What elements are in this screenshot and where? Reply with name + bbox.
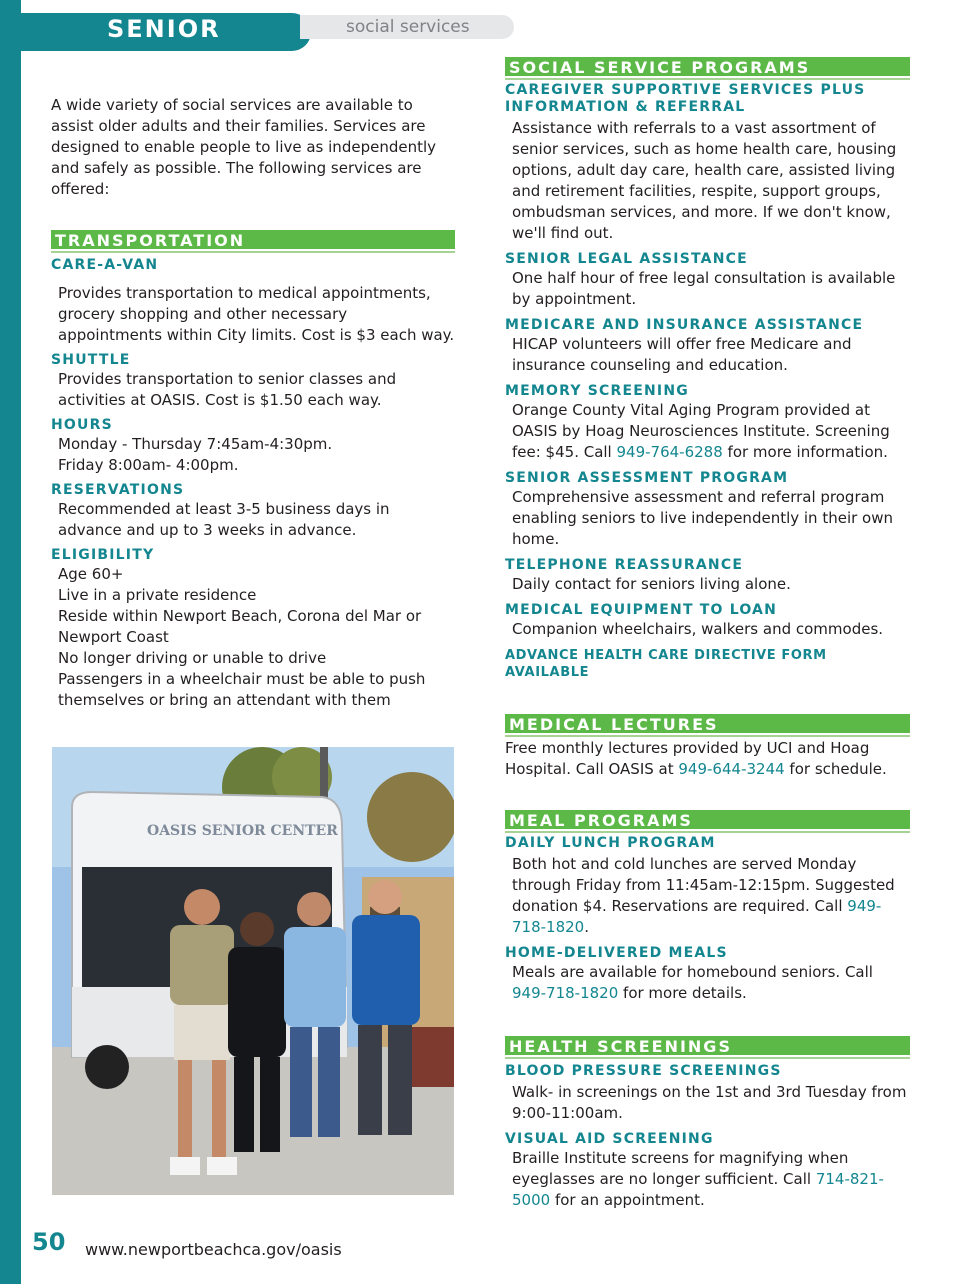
left-accent-bar — [0, 0, 21, 1284]
hours-line-1: Monday - Thursday 7:45am-4:30pm. — [58, 435, 333, 453]
memory-phone-link[interactable]: 949-764-6288 — [616, 443, 723, 461]
daily-lunch-body: Both hot and cold lunches are served Monday through Friday from 11:45am-12:15pm. Suggested donation $4. Reservations are required. Call — [512, 855, 895, 915]
subsection-title: social services — [346, 17, 470, 37]
telephone-text: Daily contact for seniors living alone. — [512, 575, 791, 593]
eligibility-item: No longer driving or unable to drive — [58, 649, 327, 667]
assessment-text: Comprehensive assessment and referral program enabling seniors to live independently in their own home. — [512, 488, 894, 548]
hours-line-2: Friday 8:00am- 4:00pm. — [58, 456, 239, 474]
medical-lectures-text — [505, 738, 910, 780]
blood-pressure-heading: BLOOD PRESSURE SCREENINGS — [505, 1063, 782, 1079]
shuttle-text: Provides transportation to senior classes and activities at OASIS. Cost is $1.50 each way. — [58, 370, 397, 409]
right-column — [505, 57, 910, 1211]
meal-programs-heading: MEAL PROGRAMS — [505, 810, 910, 831]
equipment-heading: MEDICAL EQUIPMENT TO LOAN — [505, 602, 777, 618]
eligibility-heading: ELIGIBILITY — [51, 547, 155, 563]
eligibility-item: Passengers in a wheelchair must be able to push themselves or bring an attendant with them — [58, 670, 426, 709]
medical-lectures-body: Free monthly lectures provided by UCI and Hoag Hospital. Call OASIS at — [505, 739, 870, 778]
hours-heading: HOURS — [51, 417, 113, 433]
reservations-heading: RESERVATIONS — [51, 482, 185, 498]
equipment-text: Companion wheelchairs, walkers and commodes. — [512, 620, 884, 638]
visual-aid-phone-link[interactable]: 714-821-5000 — [512, 1170, 884, 1209]
memory-text-tail: for more information. — [722, 443, 888, 461]
memory-text — [505, 400, 910, 463]
home-delivered-tail: for more details. — [618, 984, 747, 1002]
care-a-van-heading: CARE-A-VAN — [51, 257, 159, 273]
medical-lectures-heading: MEDICAL LECTURES — [505, 714, 910, 735]
eligibility-item: Live in a private residence — [58, 586, 257, 604]
caregiver-heading: CAREGIVER SUPPORTIVE SERVICES PLUS INFORMATION & REFERRAL — [505, 82, 866, 115]
legal-heading: SENIOR LEGAL ASSISTANCE — [505, 251, 748, 267]
lectures-phone-link[interactable]: 949-644-3244 — [678, 760, 785, 778]
daily-lunch-tail: . — [584, 918, 589, 936]
blood-pressure-text: Walk- in screenings on the 1st and 3rd Tuesday from 9:00-11:00am. — [512, 1083, 907, 1122]
care-a-van-text: Provides transportation to medical appointments, grocery shopping and other necessary appointments within City limits. Cost is $3 each way. — [58, 284, 455, 344]
telephone-heading: TELEPHONE REASSURANCE — [505, 557, 744, 573]
medicare-text: HICAP volunteers will offer free Medicare and insurance counseling and education. — [512, 335, 852, 374]
medical-lectures-tail: for schedule. — [784, 760, 887, 778]
bus-sign-text: OASIS SENIOR CENTER — [147, 823, 338, 839]
visual-aid-heading: VISUAL AID SCREENING — [505, 1131, 714, 1147]
lunch-phone-link[interactable]: 949-718-1820 — [512, 897, 882, 936]
memory-text-body: Orange County Vital Aging Program provided at OASIS by Hoag Neurosciences Institute. Screening fee: $45. Call — [512, 401, 890, 461]
section-title: SENIOR — [107, 15, 221, 43]
eligibility-item: Age 60+ — [58, 565, 124, 583]
home-delivered-text — [505, 962, 910, 1004]
home-delivered-heading: HOME-DELIVERED MEALS — [505, 945, 728, 961]
assessment-heading: SENIOR ASSESSMENT PROGRAM — [505, 470, 789, 486]
oasis-bus-photo — [52, 747, 454, 1195]
meals-phone-link[interactable]: 949-718-1820 — [512, 984, 619, 1002]
memory-heading: MEMORY SCREENING — [505, 383, 689, 399]
legal-text: One half hour of free legal consultation is available by appointment. — [512, 269, 896, 308]
visual-aid-tail: for an appointment. — [550, 1191, 705, 1209]
health-screenings-heading: HEALTH SCREENINGS — [505, 1036, 910, 1057]
visual-aid-body: Braille Institute screens for magnifying when eyeglasses are no longer sufficient. Call — [512, 1149, 849, 1188]
reservations-text: Recommended at least 3-5 business days in advance and up to 3 weeks in advance. — [58, 500, 390, 539]
footer-url[interactable]: www.newportbeachca.gov/oasis — [85, 1240, 342, 1259]
caregiver-text: Assistance with referrals to a vast assortment of senior services, such as home health care, housing options, adult day care, health care, assisted living and retirement facilities, respite, support groups, ombudsman services, and more. If we don't know, we'll find out. — [512, 119, 897, 242]
advance-directive-note: ADVANCE HEALTH CARE DIRECTIVE FORM AVAILABLE — [505, 648, 827, 680]
daily-lunch-text — [505, 854, 910, 938]
daily-lunch-heading: DAILY LUNCH PROGRAM — [505, 835, 716, 851]
shuttle-heading: SHUTTLE — [51, 352, 131, 368]
home-delivered-body: Meals are available for homebound seniors. Call — [512, 963, 873, 981]
medicare-heading: MEDICARE AND INSURANCE ASSISTANCE — [505, 317, 864, 333]
intro-text: A wide variety of social services are available to assist older adults and their families. Services are designed to enable people to live as independently and safely as possible. The following services are offered: — [51, 96, 437, 198]
eligibility-item: Reside within Newport Beach, Corona del Mar or Newport Coast — [58, 607, 422, 646]
page-number: 50 — [32, 1228, 66, 1256]
transportation-heading: TRANSPORTATION — [51, 230, 455, 251]
visual-aid-text — [505, 1148, 910, 1211]
social-service-programs-heading: SOCIAL SERVICE PROGRAMS — [505, 57, 910, 78]
left-column — [51, 95, 455, 711]
